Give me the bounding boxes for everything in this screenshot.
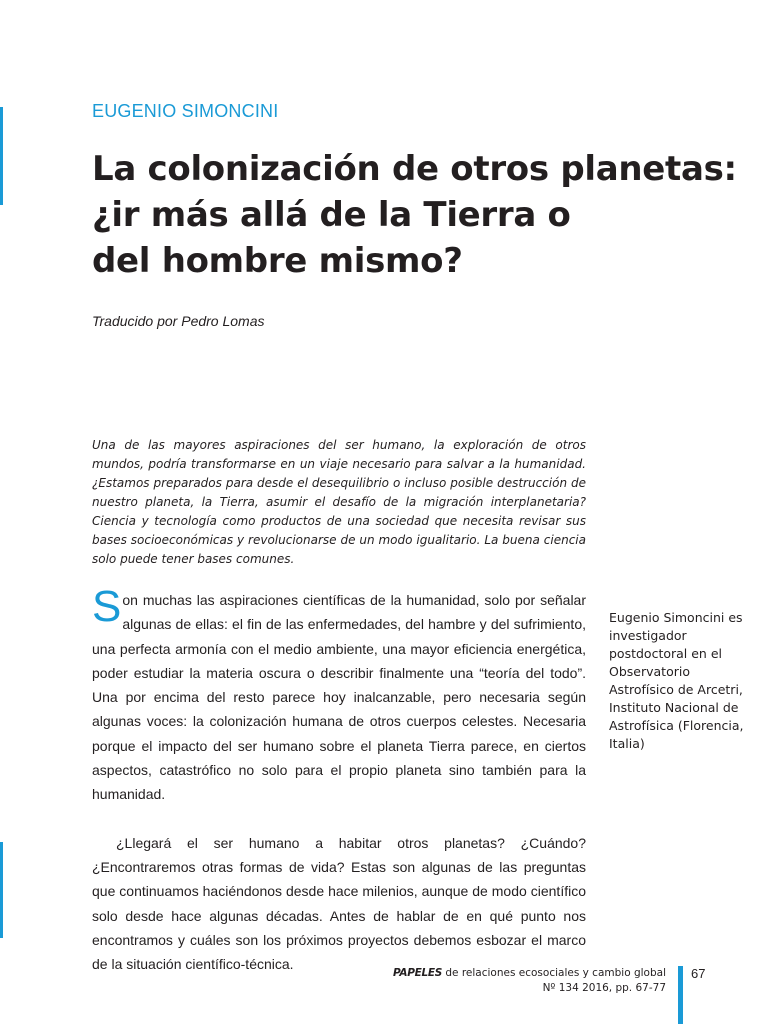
article-body <box>92 582 586 976</box>
drop-cap: S <box>92 582 122 631</box>
page-number: 67 <box>691 966 706 981</box>
journal-footer <box>393 966 666 996</box>
article-title <box>92 146 737 284</box>
edge-accent-bar-top <box>0 107 3 205</box>
translator-credit: Traducido por Pedro Lomas <box>92 313 265 329</box>
author-bio-sidenote: Eugenio Simoncini es investigador postdoctoral en el Observatorio Astrofísico de Arcetri, Instituto Nacional de Astrofísica (Florencia, Italia) <box>609 610 744 751</box>
title-line-2: ¿ir más allá de la Tierra o <box>92 195 571 235</box>
journal-brand: PAPELES <box>392 967 443 979</box>
journal-subtitle: de relaciones ecosociales y cambio global <box>445 967 666 979</box>
body-paragraph-1-text: on muchas las aspiraciones científicas de la humanidad, solo por señalar algunas de ellas: el fin de las enfermedades, del hambre y del sufrimiento, una perfecta armonía con el medio ambiente, una mayor eficiencia energética, poder estudiar la materia oscura o describir finalmente una “teoría del todo”. Una por encima del resto parece hoy inalcanzable, pero necesaria según algunas voces: la colonización humana de otros cuerpos celestes. Necesaria porque el impacto del ser humano sobre el planeta Tierra parece, en ciertos aspectos, catastrófico no solo para el propio planeta sino también para la humanidad. <box>92 592 586 803</box>
issue-info: Nº 134 2016, pp. 67-77 <box>542 982 666 994</box>
edge-accent-bar-bottom <box>0 842 3 938</box>
title-line-3: del hombre mismo? <box>92 241 463 281</box>
author-name: EUGENIO SIMONCINI <box>92 101 279 121</box>
journal-name-line <box>393 966 666 981</box>
footer-accent-bar <box>678 966 683 1024</box>
title-line-1: La colonización de otros planetas: <box>92 149 737 189</box>
abstract: Una de las mayores aspiraciones del ser humano, la exploración de otros mundos, podría transformarse en un viaje necesario para salvar a la humanidad. ¿Estamos preparados para desde el desequilibrio o incluso posible destrucción de nuestro planeta, la Tierra, asumir el desafío de la migración interplanetaria? Ciencia y tecnología como productos de una sociedad que necesita revisar sus bases socioeconómicas y revolucionarse de un modo igualitario. La buena ciencia solo puede tener bases comunes. <box>92 438 586 566</box>
body-paragraph-2: ¿Llegará el ser humano a habitar otros planetas? ¿Cuándo? ¿Encontraremos otras formas de vida? Estas son algunas de las preguntas que continuamos haciéndonos desde hace milenios, aunque de modo científico solo desde hace algunas décadas. Antes de hablar de en qué punto nos encontramos y cuáles son los próximos proyectos debemos esbozar el marco de la situación científico-técnica. <box>92 834 586 973</box>
body-paragraph-1 <box>92 582 586 807</box>
